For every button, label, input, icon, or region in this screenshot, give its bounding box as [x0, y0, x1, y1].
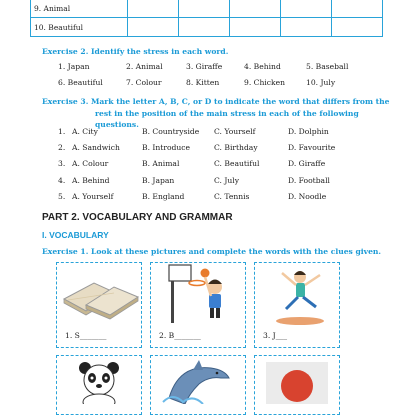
word-item: 5. Baseball: [306, 62, 349, 71]
table-row: [31, 18, 383, 37]
option-a: A. Colour: [72, 159, 109, 168]
option-d: D. Noodle: [288, 192, 327, 201]
exercise-1-title: Exercise 1. Look at these pictures and complete the words with the clues given.: [42, 247, 382, 256]
option-c: C. Beautiful: [214, 159, 260, 168]
question-number: 1.: [58, 127, 66, 136]
option-d: D. Favourite: [288, 143, 336, 152]
dolphin-image: [159, 358, 239, 404]
option-b: B. England: [142, 192, 185, 201]
option-a: A. Yourself: [72, 192, 114, 201]
option-b: B. Countryside: [142, 127, 200, 136]
panda-image: [69, 358, 129, 404]
red-circle-image: [256, 356, 340, 404]
option-a: A. City: [72, 127, 98, 136]
stress-table: [30, 0, 383, 37]
option-b: B. Introduce: [142, 143, 191, 152]
option-d: D. Football: [288, 176, 330, 185]
picture-box: [150, 262, 246, 348]
question-number: 3.: [58, 159, 66, 168]
table-row-label: 9. Animal: [31, 0, 128, 18]
option-b: B. Japan: [142, 176, 175, 185]
word-item: 7. Colour: [126, 78, 162, 87]
option-c: C. July: [214, 176, 240, 185]
picture-box: [254, 262, 340, 348]
option-b: B. Animal: [142, 159, 180, 168]
picture-box: [56, 355, 142, 415]
exercise-2-title: Exercise 2. Identify the stress in each word.: [42, 47, 229, 56]
word-item: 1. Japan: [58, 62, 90, 71]
option-d: D. Dolphin: [288, 127, 329, 136]
question-number: 5.: [58, 192, 66, 201]
word-item: 6. Beautiful: [58, 78, 103, 87]
exercise-3-title: Exercise 3. Mark the letter A, B, C, or D to indicate the word that differs from the: [42, 97, 390, 106]
answer-2: 2. B_______: [159, 331, 201, 340]
vocabulary-heading: I. VOCABULARY: [42, 230, 109, 240]
answer-1: 1. S_______: [65, 331, 107, 340]
option-c: C. Birthday: [214, 143, 258, 152]
question-number: 4.: [58, 176, 66, 185]
picture-box: [150, 355, 246, 415]
basketball-boy-image: [153, 263, 245, 327]
option-c: C. Tennis: [214, 192, 250, 201]
part-2-heading: PART 2. VOCABULARY AND GRAMMAR: [42, 212, 233, 223]
option-a: A. Behind: [72, 176, 110, 185]
word-item: 8. Kitten: [186, 78, 220, 87]
table-row: [31, 0, 383, 18]
option-d: D. Giraffe: [288, 159, 326, 168]
sandwich-image: [58, 265, 142, 325]
option-a: A. Sandwich: [72, 143, 120, 152]
picture-box: [254, 355, 340, 415]
word-item: 3. Giraffe: [186, 62, 223, 71]
exercise-3-title-cont: rest in the position of the main stress in each of the following questions.: [95, 109, 359, 129]
option-c: C. Yourself: [214, 127, 256, 136]
table-row-label: 10. Beautiful: [31, 18, 128, 37]
picture-box: [56, 262, 142, 348]
jumping-girl-image: [256, 263, 340, 327]
answer-3: 3. J___: [263, 331, 288, 340]
word-item: 4. Behind: [244, 62, 281, 71]
word-item: 2. Animal: [126, 62, 163, 71]
word-item: 9. Chicken: [244, 78, 286, 87]
question-number: 2.: [58, 143, 66, 152]
word-item: 10. July: [306, 78, 336, 87]
